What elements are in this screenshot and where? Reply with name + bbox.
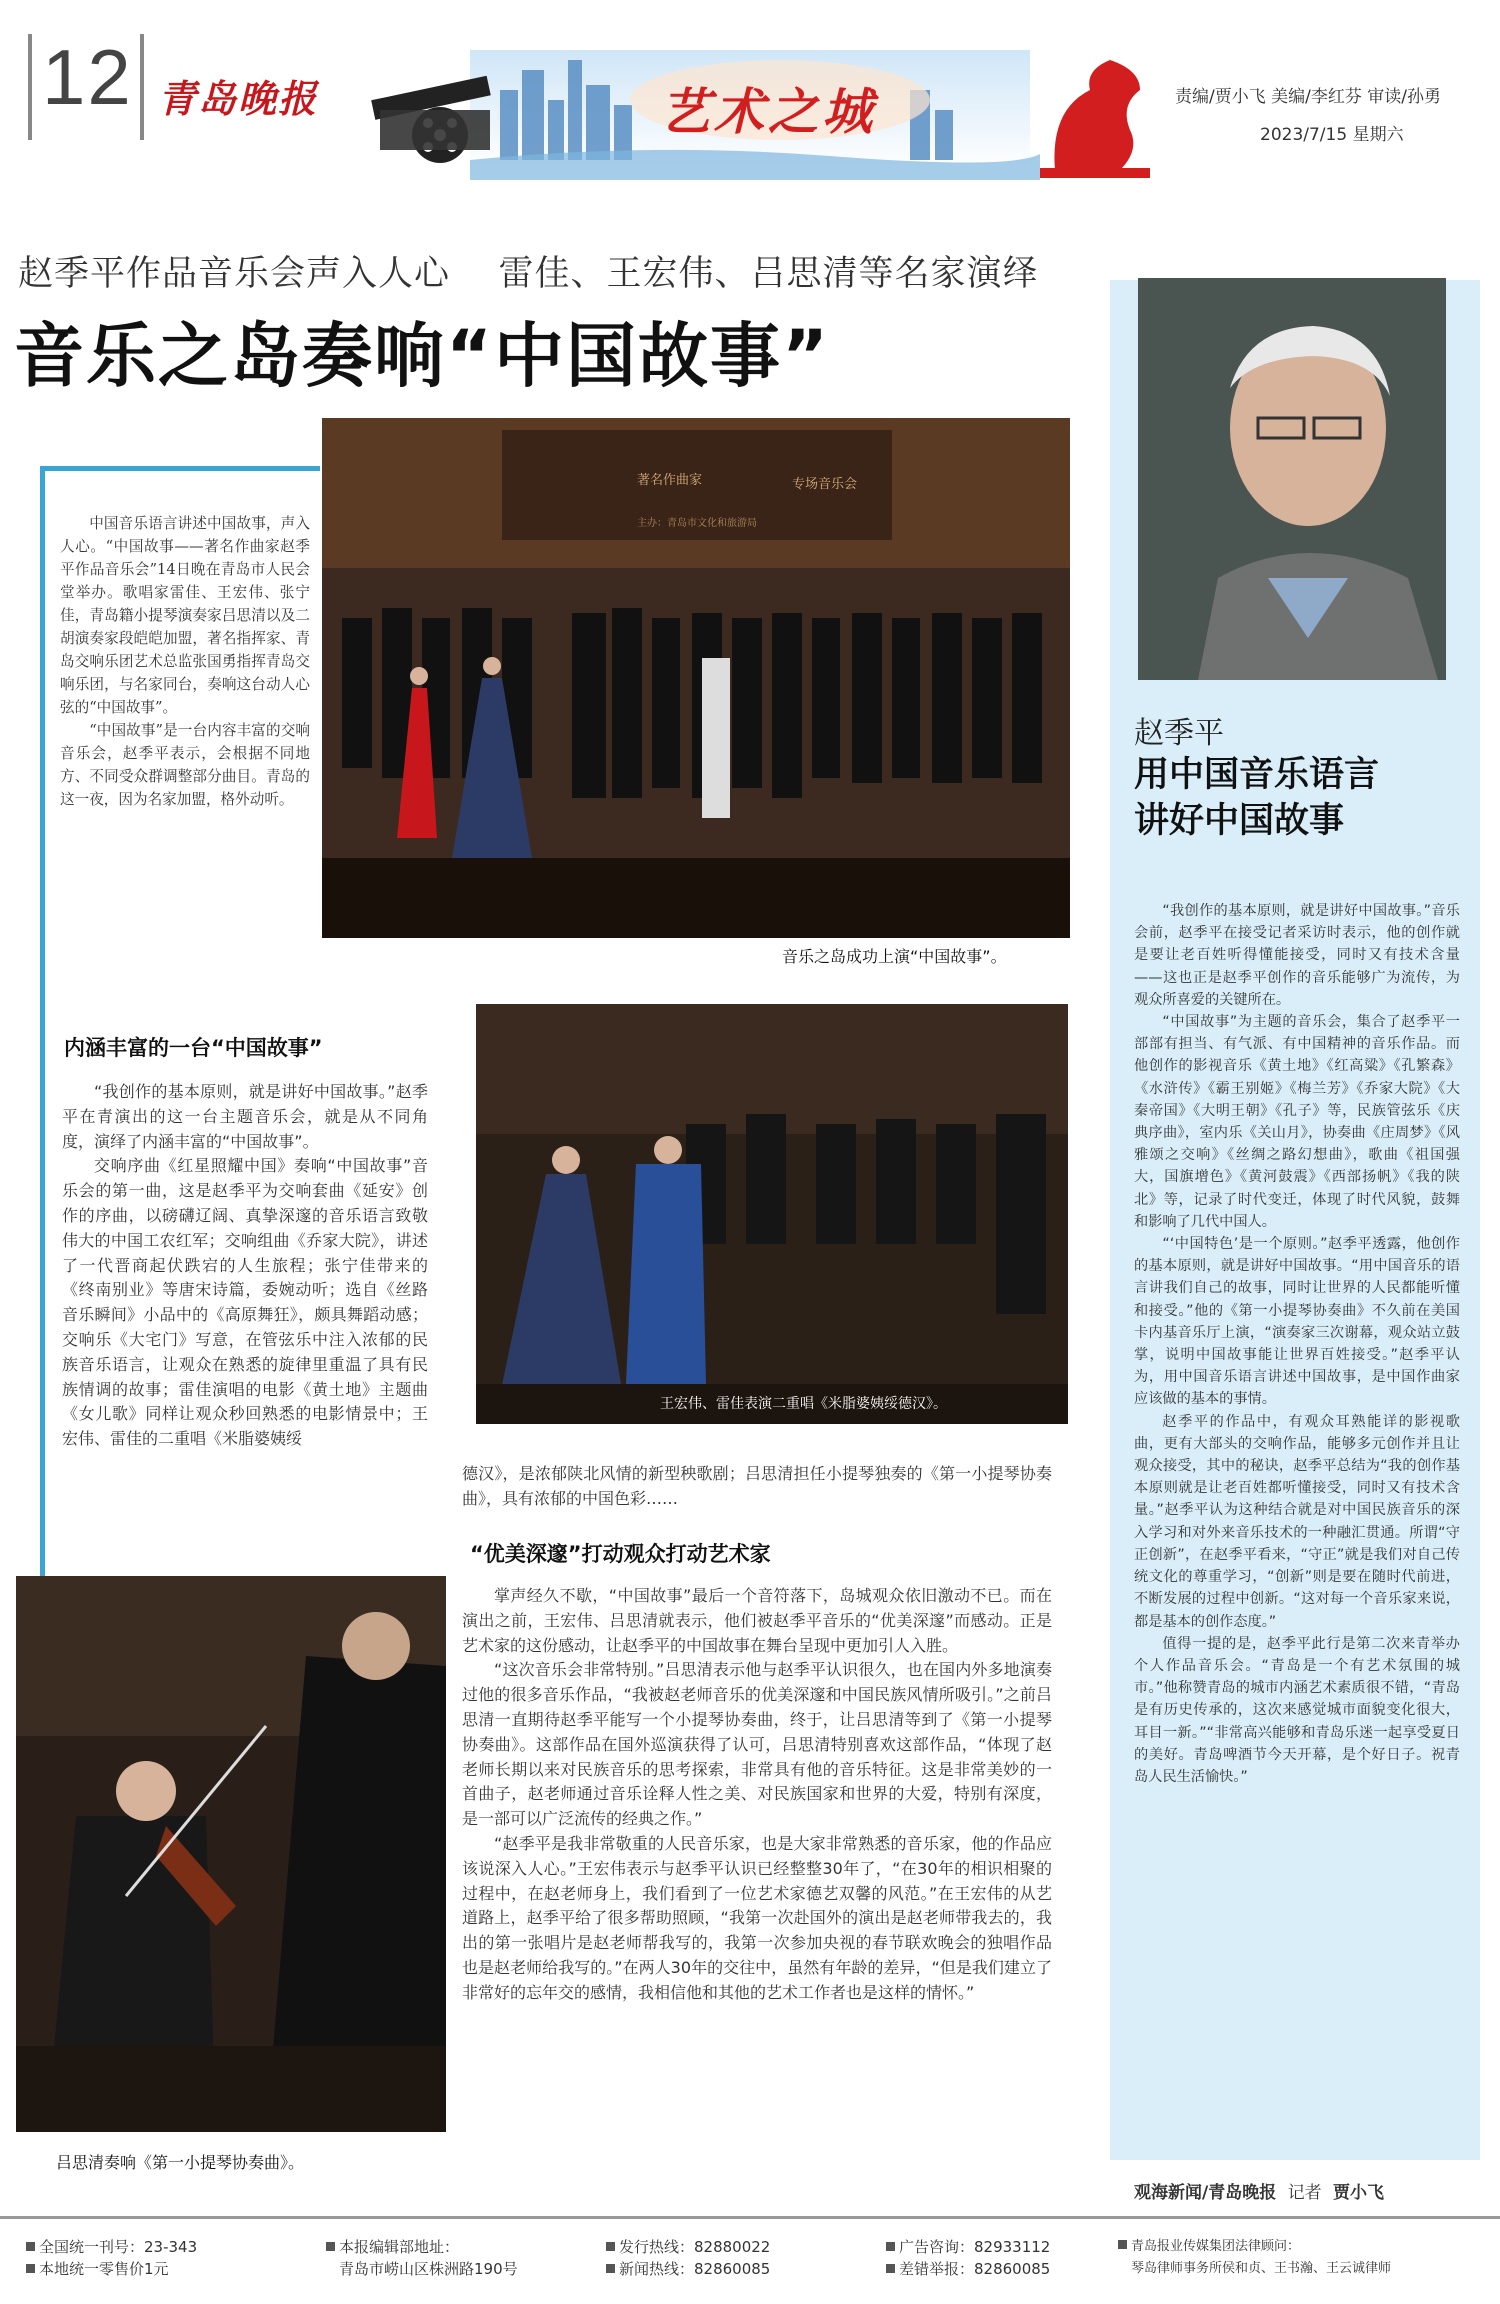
bullet-square-icon [606,2242,615,2251]
sidebar-paragraph: 值得一提的是，赵季平此行是第二次来青举办个人作品音乐会。“青岛是一个有艺术氛围的城市。”他称赞青岛的城市内涵艺术素质很不错，“青岛是有历史传承的，这次来感觉城市面貌变化很大，耳目一新。”“非常高兴能够和青岛乐迷一起享受夏日的美好。青岛啤酒节今天开幕，是个好日子。祝青岛人民生活愉快。” [1134,1635,1460,1785]
byline-role: 记者 [1287,2183,1322,2203]
duet-photo [476,1004,1068,1424]
sidebar-title-line-2: 讲好中国故事 [1134,801,1345,841]
section-1-continuation-text: 德汉》，是浓郁陕北风情的新型秧歌剧；吕思清担任小提琴独奏的《第一小提琴协奏曲》，具有浓郁的中国色彩…… [462,1464,1052,1508]
bullet-square-icon [26,2242,35,2251]
byline-source: 观海新闻/青岛晚报 [1134,2183,1277,2203]
footer-line: 琴岛律师事务所侯和贞、王书瀚、王云诚律师 [1131,2261,1392,2276]
footer-legal-counsel [1118,2236,1391,2280]
section-2-paragraph: “赵季平是我非常敬重的人民音乐家，也是大家非常熟悉的音乐家，他的作品应该说深入人心。”王宏伟表示与赵季平认识已经整整30年了，“在30年的相识相聚的过程中，在赵老师身上，我们看到了一位艺术家德艺双馨的风范。”在王宏伟的从艺道路上，赵季平给了很多帮助照顾，“我第一次赴国外的演出是赵老师带我去的，我出的第一张唱片是赵老师帮我写的，我第一次参加央视的春节联欢晚会的独唱作品也是赵老师给我写的。”在两人30年的交往中，虽然有年龄的差异，“但是我们建立了非常好的忘年交的感情，我相信他和其他的艺术工作者也是这样的情怀。” [462,1833,1052,2002]
footer-line: 新闻热线：82860085 [619,2260,771,2278]
page-number-rule-right [140,34,144,140]
sidebar-title-line-1: 用中国音乐语言 [1134,755,1380,795]
section-title: 艺术之城 [660,82,876,141]
lead-paragraph: 中国音乐语言讲述中国故事，声入人心。“中国故事——著名作曲家赵季平作品音乐会”14日晚在青岛市人民会堂举办。歌唱家雷佳、王宏伟、张宁佳，青岛籍小提琴演奏家吕思清以及二胡演奏家段皑皑加盟，著名指挥家、青岛交响乐团艺术总监张国勇指挥青岛交响乐团，与名家同台，奏响这台动人心弦的“中国故事”。 [60,515,310,716]
section-2-body [462,1584,1052,2006]
section-1-paragraph: “我创作的基本原则，就是讲好中国故事。”赵季平在青演出的这一台主题音乐会，就是从不同角度，演绎了内涵丰富的“中国故事”。 [62,1082,428,1151]
footer-line: 青岛市崂山区株洲路190号 [339,2260,518,2278]
page-number: 12 [42,33,133,121]
violinist-photo-caption: 吕思清奏响《第一小提琴协奏曲》。 [56,2153,305,2172]
section-1-heading: 内涵丰富的一台“中国故事” [64,1036,323,1060]
section-1-body [62,1080,428,1452]
sidebar-paragraph: 赵季平的作品中，有观众耳熟能详的影视歌曲，更有大部头的交响作品，能够多元创作并且让观众接受，其中的秘诀，赵季平总结为“我的创作基本原则就是让老百姓都听懂接受，同时又有技术含量。”赵季平认为这种结合就是对中国民族音乐的深入学习和对外来音乐技术的一种融汇贯通。所谓“守正创新”，在赵季平看来，“守正”就是我们对自己传统文化的尊重学习，“创新”则是要在随时代前进，不断发展的过程中创新。“这对每一个音乐家来说，都是基本的创作态度。” [1134,1413,1460,1630]
sidebar-paragraph: “中国故事”为主题的音乐会，集合了赵季平一部部有担当、有气派、有中国精神的音乐作品。而他创作的影视音乐《黄土地》《红高粱》《孔繁森》《水浒传》《霸王别姬》《梅兰芳》《乔家大院》《大秦帝国》《大明王朝》《孔子》等，民族管弦乐《庆典序曲》，室内乐《关山月》，协奏曲《庄周梦》《风雅颂之交响》《丝绸之路幻想曲》，歌曲《祖国强大，国旗增色》《黄河鼓震》《西部扬帆》《我的陕北》等，记录了时代变迁，体现了时代风貌，鼓舞和影响了几代中国人。 [1134,1014,1460,1230]
section-2-paragraph: 掌声经久不歇，“中国故事”最后一个音符落下，岛城观众依旧激动不已。而在演出之前，王宏伟、吕思清就表示，他们被赵季平音乐的“优美深邃”而感动。正是艺术家的这份感动，让赵季平的中国故事在舞台呈现中更加引人入胜。 [462,1586,1052,1655]
sidebar-article [1134,900,1460,1788]
footer-hotlines [606,2236,770,2280]
bullet-square-icon [1118,2240,1127,2249]
footer-line: 本报编辑部地址： [339,2238,460,2256]
bullet-square-icon [26,2264,35,2273]
byline [1134,2178,1384,2203]
headline-kicker: 赵季平作品音乐会声入人心 雷佳、王宏伟、吕思清等名家演绎 [18,254,1039,294]
stage-screen-label-2: 专场音乐会 [792,477,858,492]
page-number-rule-left [28,34,32,140]
footer-line: 本地统一零售价1元 [39,2260,169,2278]
stage-screen-label-1: 著名作曲家 [637,473,703,488]
footer-line: 全国统一刊号：23-343 [39,2238,198,2256]
stage-screen-label-3: 主办：青岛市文化和旅游局 [637,518,757,529]
duet-photo-caption: 王宏伟、雷佳表演二重唱《米脂婆姨绥德汉》。 [660,1396,947,1412]
footer-line: 差错举报：82860085 [899,2260,1051,2278]
lead-paragraph: “中国故事”是一台内容丰富的交响音乐会，赵季平表示，会根据不同地方、不同受众群调整部分曲目。青岛的这一夜，因为名家加盟，格外动听。 [60,722,310,808]
violinist-photo [16,1576,446,2132]
section-2-heading: “优美深邃”打动观众打动艺术家 [470,1542,771,1566]
sidebar-title [1134,752,1379,844]
footer-address [326,2236,518,2280]
section-2-paragraph: “这次音乐会非常特别。”吕思清表示他与赵季平认识很久，也在国内外多地演奏过他的很多音乐作品，“我被赵老师音乐的优美深邃和中国民族风情所吸引。”之前吕思清一直期待赵季平能写一个小提琴协奏曲，终于，让吕思清等到了《第一小提琴协奏曲》。这部作品在国外巡演获得了认可，吕思清特别喜欢这部作品，“体现了赵老师长期以来对民族音乐的思考探索，非常具有他的音乐特征。这是非常美妙的一首曲子，赵老师通过音乐诠释人性之美、对民族国家和世界的大爱，特别有深度，是一部可以广泛流传的经典之作。” [462,1660,1052,1829]
footer-rule [0,2216,1500,2219]
main-concert-photo [322,418,1070,938]
editor-credits: 责编/贾小飞 美编/李红芬 审读/孙勇 [1175,87,1441,107]
paper-name-logo: 青岛晚报 [158,76,319,121]
bullet-square-icon [886,2242,895,2251]
byline-reporter: 贾小飞 [1333,2183,1385,2203]
footer-line: 发行热线：82880022 [619,2238,771,2256]
bullet-square-icon [886,2264,895,2273]
footer-publication-info [26,2236,197,2280]
footer-advert-contacts [886,2236,1050,2280]
sidebar-paragraph: “我创作的基本原则，就是讲好中国故事。”音乐会前，赵季平在接受记者采访时表示，他的创作就是要让老百姓听得懂能接受，同时又有技术含量——这也正是赵季平创作的音乐能够广为流传，为观众所喜爱的关键所在。 [1134,903,1460,1008]
publication-date: 2023/7/15 星期六 [1260,125,1404,145]
main-photo-caption: 音乐之岛成功上演“中国故事”。 [782,947,1007,966]
main-headline: 音乐之岛奏响“中国故事” [14,315,831,397]
bullet-square-icon [606,2264,615,2273]
sidebar-paragraph: “‘中国特色’是一个原则。”赵季平透露，他创作的基本原则，就是讲好中国故事。“用中国音乐的语言讲我们自己的故事，同时让世界的人民都能听懂和接受。”他的《第一小提琴协奏曲》不久前在美国卡内基音乐厅上演，“演奏家三次谢幕，观众站立鼓掌，说明中国故事能让世界百姓接受。”赵季平认为，用中国音乐语言讲述中国故事，是中国作曲家应该做的基本的事情。 [1134,1236,1460,1408]
section-1-continuation [462,1462,1052,1512]
footer-line: 广告咨询：82933112 [899,2238,1051,2256]
section-1-paragraph: 交响序曲《红星照耀中国》奏响“中国故事”音乐会的第一曲，这是赵季平为交响套曲《延安》创作的序曲，以磅礴辽阔、真挚深邃的音乐语言致敬伟大的中国工农红军；交响组曲《乔家大院》，讲述了一代晋商起伏跌宕的人生旅程；张宁佳带来的《终南别业》等唐宋诗篇，委婉动听；选自《丝路音乐瞬间》小品中的《高原舞狂》，颇具舞蹈动感；交响乐《大宅门》写意，在管弦乐中注入浓郁的民族音乐语言，让观众在熟悉的旋律里重温了具有民族情调的故事；雷佳演唱的电影《黄土地》主题曲《女儿歌》同样让观众秒回熟悉的电影情景中；王宏伟、雷佳的二重唱《米脂婆姨绥 [62,1156,428,1449]
portrait-photo [1138,278,1446,680]
bullet-square-icon [326,2242,335,2251]
lead-paragraphs [60,512,310,811]
sidebar-person-name: 赵季平 [1134,716,1224,751]
footer-line: 青岛报业传媒集团法律顾问： [1131,2239,1301,2254]
